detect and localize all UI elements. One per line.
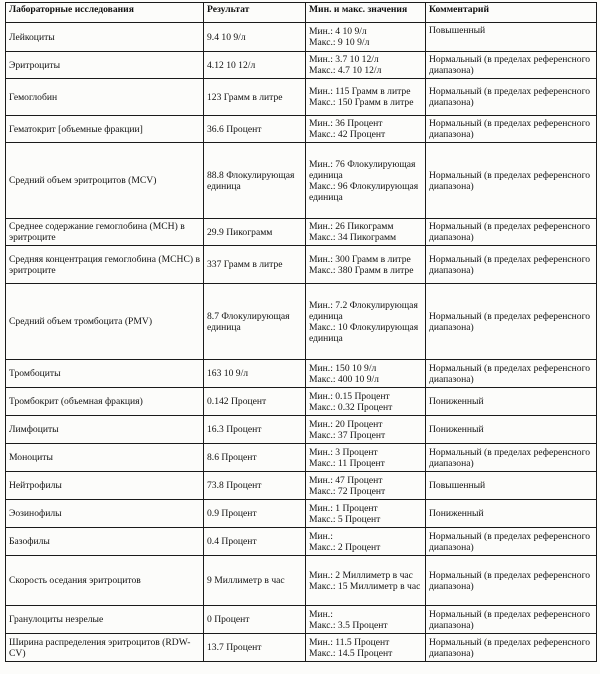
cell-comment: Нормальный (в пределах референсного диапазона) <box>426 143 597 219</box>
range-min: Мин.: 3.7 10 12/л <box>309 54 379 65</box>
cell-result: 16.3 Процент <box>204 416 306 444</box>
range-min: Мин.: 1 Процент <box>309 502 378 514</box>
cell-comment: Пониженный <box>426 500 597 528</box>
cell-comment: Нормальный (в пределах референсного диапазона) <box>426 528 597 556</box>
table-row <box>6 388 597 416</box>
cell-result: 123 Грамм в литре <box>204 79 306 116</box>
cell-result: 0.4 Процент <box>204 528 306 556</box>
cell-comment: Нормальный (в пределах референсного диапазона) <box>426 52 597 79</box>
cell-test: Эритроциты <box>6 52 204 79</box>
range-max: Макс.: 72 Процент <box>309 485 386 497</box>
cell-comment: Нормальный (в пределах референсного диапазона) <box>426 606 597 634</box>
cell-test: Ширина распределения эритроцитов (RDW-CV) <box>6 634 204 662</box>
cell-result: 8.6 Процент <box>204 444 306 472</box>
range-max: Макс.: 400 10 9/л <box>309 373 379 385</box>
range-min: Мин.: 11.5 Процент <box>309 636 390 648</box>
range-min: Мин.: 2 Миллиметр в час <box>309 569 413 581</box>
cell-comment: Повышенный <box>426 472 597 500</box>
table-row <box>6 634 597 662</box>
range-min: Мин.: 7.2 Флокулирующая единица <box>309 299 418 322</box>
range-min: Мин.: 4 10 9/л <box>309 26 367 37</box>
cell-test: Моноциты <box>6 444 204 472</box>
range-min: Мин.: <box>309 530 333 542</box>
cell-range <box>306 52 426 79</box>
range-max: Макс.: 42 Процент <box>309 129 386 140</box>
table-row <box>6 360 597 388</box>
cell-result: 36.6 Процент <box>204 116 306 143</box>
cell-range <box>306 528 426 556</box>
cell-result: 13.7 Процент <box>204 634 306 662</box>
range-max: Макс.: 4.7 10 12/л <box>309 65 382 76</box>
cell-comment: Нормальный (в пределах референсного диапазона) <box>426 284 597 360</box>
cell-result: 88.8 Флокулирующая единица <box>204 143 306 219</box>
header-comment: Комментарий <box>426 3 597 23</box>
cell-range <box>306 472 426 500</box>
cell-test: Лимфоциты <box>6 416 204 444</box>
cell-comment: Пониженный <box>426 388 597 416</box>
range-max: Макс.: 10 Флокулирующая единица <box>309 321 419 344</box>
cell-result: 0.9 Процент <box>204 500 306 528</box>
cell-test: Гемоглобин <box>6 79 204 116</box>
cell-result: 73.8 Процент <box>204 472 306 500</box>
cell-test: Средний объем тромбоцита (PMV) <box>6 284 204 360</box>
table-row <box>6 143 597 219</box>
cell-test: Нейтрофилы <box>6 472 204 500</box>
cell-test: Лейкоциты <box>6 23 204 52</box>
cell-test: Тромбокрит (объемная фракция) <box>6 388 204 416</box>
cell-range <box>306 606 426 634</box>
cell-comment: Нормальный (в пределах референсного диапазона) <box>426 634 597 662</box>
table-row <box>6 219 597 246</box>
cell-range <box>306 143 426 219</box>
cell-test: Средняя концентрация гемоглобина (MCHC) в эритроците <box>6 246 204 284</box>
lab-results-table <box>5 2 597 662</box>
cell-result: 0 Процент <box>204 606 306 634</box>
cell-comment: Нормальный (в пределах референсного диапазона) <box>426 556 597 606</box>
range-min: Мин.: 300 Грамм в литре <box>309 253 411 265</box>
cell-range <box>306 246 426 284</box>
table-row <box>6 500 597 528</box>
range-max: Макс.: 11 Процент <box>309 457 385 469</box>
cell-range <box>306 23 426 52</box>
range-min: Мин.: 3 Процент <box>309 446 378 458</box>
cell-range <box>306 416 426 444</box>
table-row <box>6 472 597 500</box>
cell-comment: Повышенный <box>426 23 597 52</box>
header-result: Результат <box>204 3 306 23</box>
header-test: Лабораторные исследования <box>6 3 204 23</box>
cell-comment: Нормальный (в пределах референсного диапазона) <box>426 219 597 246</box>
range-max: Макс.: 0.32 Процент <box>309 401 393 413</box>
range-max: Макс.: 37 Процент <box>309 429 386 441</box>
range-max: Макс.: 380 Грамм в литре <box>309 264 414 276</box>
cell-result: 163 10 9/л <box>204 360 306 388</box>
range-min: Мин.: <box>309 608 333 620</box>
range-max: Макс.: 2 Процент <box>309 541 381 553</box>
table-header-row <box>6 3 597 23</box>
range-min: Мин.: 115 Грамм в литре <box>309 86 411 97</box>
range-min: Мин.: 0.15 Процент <box>309 390 390 402</box>
cell-result: 4.12 10 12/л <box>204 52 306 79</box>
table-row <box>6 416 597 444</box>
range-max: Макс.: 9 10 9/л <box>309 37 370 48</box>
range-min: Мин.: 47 Процент <box>309 474 383 486</box>
table-row <box>6 528 597 556</box>
range-max: Макс.: 34 Пикограмм <box>309 232 397 243</box>
range-min: Мин.: 36 Процент <box>309 118 383 129</box>
table-row <box>6 79 597 116</box>
cell-result: 29.9 Пикограмм <box>204 219 306 246</box>
table-row <box>6 556 597 606</box>
header-range: Мин. и макс. значения <box>306 3 426 23</box>
range-min: Мин.: 20 Процент <box>309 418 383 430</box>
cell-test: Среднее содержание гемоглобина (MCH) в эритроците <box>6 219 204 246</box>
range-min: Мин.: 150 10 9/л <box>309 362 377 374</box>
cell-test: Тромбоциты <box>6 360 204 388</box>
range-max: Макс.: 15 Миллиметр в час <box>309 580 421 592</box>
table-row <box>6 52 597 79</box>
range-max: Макс.: 96 Флокулирующая единица <box>309 180 419 203</box>
cell-range <box>306 388 426 416</box>
table-row <box>6 116 597 143</box>
cell-range <box>306 284 426 360</box>
cell-comment: Нормальный (в пределах референсного диапазона) <box>426 116 597 143</box>
cell-comment: Нормальный (в пределах референсного диапазона) <box>426 360 597 388</box>
cell-test: Гематокрит [объемные фракции] <box>6 116 204 143</box>
table-row <box>6 23 597 52</box>
cell-range <box>306 634 426 662</box>
cell-range <box>306 444 426 472</box>
cell-range <box>306 116 426 143</box>
cell-range <box>306 556 426 606</box>
cell-comment: Нормальный (в пределах референсного диапазона) <box>426 246 597 284</box>
range-max: Макс.: 3.5 Процент <box>309 619 388 631</box>
cell-result: 0.142 Процент <box>204 388 306 416</box>
table-row <box>6 444 597 472</box>
cell-result: 337 Грамм в литре <box>204 246 306 284</box>
cell-range <box>306 360 426 388</box>
cell-result: 9 Миллиметр в час <box>204 556 306 606</box>
cell-test: Базофилы <box>6 528 204 556</box>
cell-test: Гранулоциты незрелые <box>6 606 204 634</box>
cell-range <box>306 79 426 116</box>
range-min: Мин.: 76 Флокулирующая единица <box>309 158 416 181</box>
cell-comment: Нормальный (в пределах референсного диапазона) <box>426 79 597 116</box>
cell-result: 9.4 10 9/л <box>204 23 306 52</box>
table-row <box>6 284 597 360</box>
cell-comment: Пониженный <box>426 416 597 444</box>
range-max: Макс.: 14.5 Процент <box>309 647 393 659</box>
cell-range <box>306 219 426 246</box>
range-min: Мин.: 26 Пикограмм <box>309 221 394 232</box>
cell-test: Скорость оседания эритроцитов <box>6 556 204 606</box>
cell-result: 8.7 Флокулирующая единица <box>204 284 306 360</box>
range-max: Макс.: 5 Процент <box>309 513 381 525</box>
cell-test: Эозинофилы <box>6 500 204 528</box>
cell-range <box>306 500 426 528</box>
cell-comment: Нормальный (в пределах референсного диапазона) <box>426 444 597 472</box>
table-row <box>6 246 597 284</box>
table-row <box>6 606 597 634</box>
cell-test: Средний объем эритроцитов (MCV) <box>6 143 204 219</box>
range-max: Макс.: 150 Грамм в литре <box>309 97 414 108</box>
